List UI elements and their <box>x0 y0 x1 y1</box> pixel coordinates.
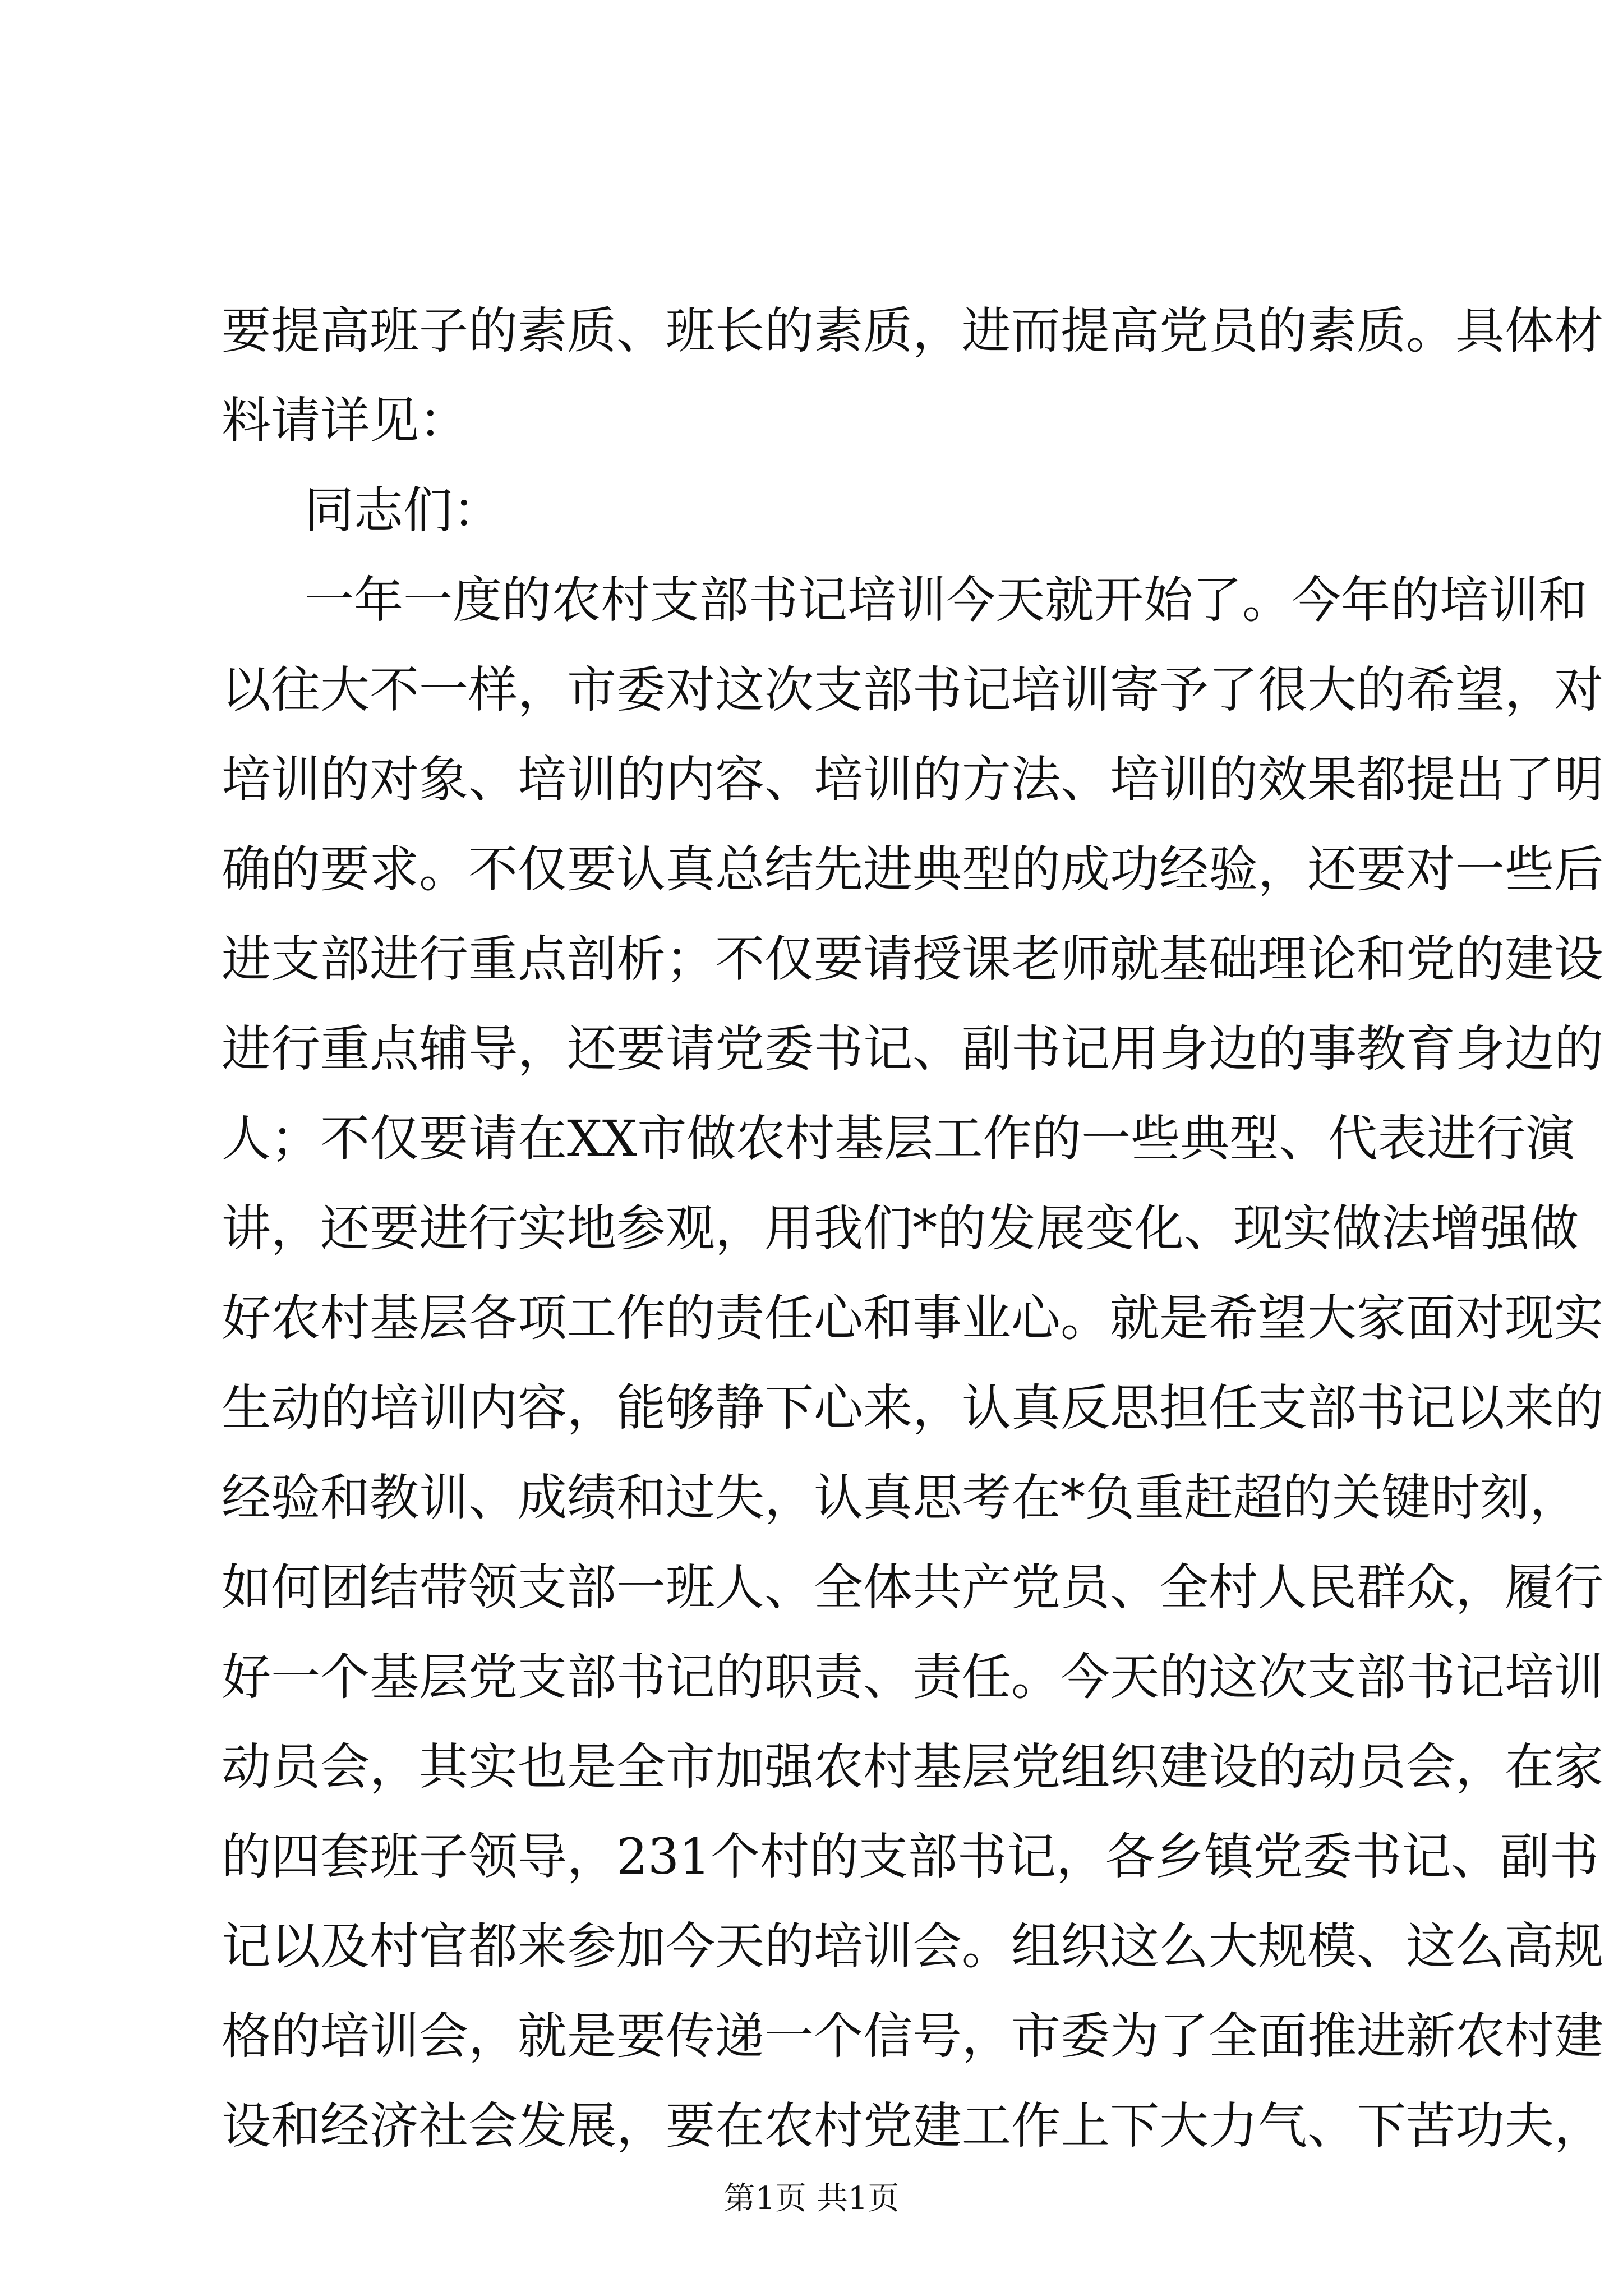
text-line: 生动的培训内容，能够静下心来，认真反思担任支部书记以来的 <box>222 1379 1604 1437</box>
text-line: 一年一度的农村支部书记培训今天就开始了。今年的培训和 <box>305 571 1588 629</box>
text-line: 人；不仅要请在XX市做农村基层工作的一些典型、代表进行演 <box>222 1110 1575 1167</box>
text-line: 好一个基层党支部书记的职责、责任。今天的这次支部书记培训 <box>222 1648 1604 1706</box>
text-line: 讲，还要进行实地参观，用我们*的发展变化、现实做法增强做 <box>222 1199 1579 1257</box>
text-line: 料请详见： <box>222 392 469 449</box>
text-line: 经验和教训、成绩和过失，认真思考在*负重赶超的关键时刻， <box>222 1469 1579 1526</box>
text-line: 动员会，其实也是全市加强农村基层党组织建设的动员会，在家 <box>222 1738 1604 1796</box>
text-line: 培训的对象、培训的内容、培训的方法、培训的效果都提出了明 <box>222 751 1604 808</box>
page-footer: 第1页 共1页 <box>723 2180 900 2217</box>
text-line: 记以及村官都来参加今天的培训会。组织这么大规模、这么高规 <box>222 1917 1604 1975</box>
text-line: 进支部进行重点剖析；不仅要请授课老师就基础理论和党的建设 <box>222 930 1604 988</box>
text-line: 如何团结带领支部一班人、全体共产党员、全村人民群众，履行 <box>222 1558 1604 1616</box>
text-line: 设和经济社会发展，要在农村党建工作上下大力气、下苦功夫， <box>222 2097 1604 2155</box>
text-line: 好农村基层各项工作的责任心和事业心。就是希望大家面对现实 <box>222 1289 1604 1347</box>
text-line: 格的培训会，就是要传递一个信号，市委为了全面推进新农村建 <box>222 2007 1604 2065</box>
text-line: 确的要求。不仅要认真总结先进典型的成功经验，还要对一些后 <box>222 840 1604 898</box>
salutation: 同志们： <box>305 481 502 539</box>
text-line: 以往大不一样，市委对这次支部书记培训寄予了很大的希望，对 <box>222 661 1604 719</box>
text-line: 进行重点辅导，还要请党委书记、副书记用身边的事教育身边的 <box>222 1020 1604 1078</box>
text-line: 要提高班子的素质、班长的素质，进而提高党员的素质。具体材 <box>222 302 1604 360</box>
text-line: 的四套班子领导，231个村的支部书记，各乡镇党委书记、副书 <box>222 1828 1599 1885</box>
